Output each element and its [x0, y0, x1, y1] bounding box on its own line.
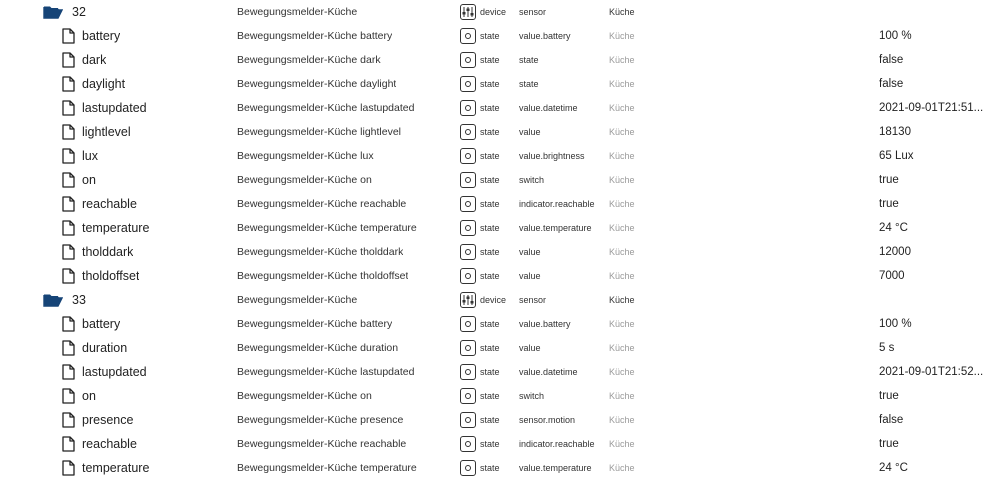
file-icon: [58, 48, 78, 72]
file-icon: [58, 336, 78, 360]
object-id: on: [82, 389, 96, 403]
state-circle-icon: [460, 388, 476, 404]
object-id: lightlevel: [82, 125, 131, 139]
file-icon: [58, 432, 78, 456]
object-type: state: [480, 319, 500, 329]
object-role: value.brightness: [519, 151, 585, 161]
object-id: presence: [82, 413, 134, 427]
object-role: switch: [519, 391, 545, 401]
tree-row-state[interactable]: [0, 48, 991, 72]
tree-row-state[interactable]: [0, 432, 991, 456]
object-id: tholdoffset: [82, 269, 140, 283]
file-icon: [58, 312, 78, 336]
state-circle-icon: [460, 196, 476, 212]
object-type: state: [480, 463, 500, 473]
device-sliders-icon: [460, 4, 476, 20]
object-id: lux: [82, 149, 98, 163]
file-icon: [58, 240, 78, 264]
object-room: Küche: [609, 343, 635, 353]
object-id: battery: [82, 317, 121, 331]
state-circle-icon: [460, 220, 476, 236]
object-role: value: [519, 343, 541, 353]
object-type: state: [480, 127, 500, 137]
object-type: state: [480, 343, 500, 353]
object-value[interactable]: false: [879, 54, 904, 66]
object-id: daylight: [82, 77, 126, 91]
object-id: reachable: [82, 437, 137, 451]
object-name: Bewegungsmelder-Küche temperature: [237, 462, 417, 474]
object-type: state: [480, 79, 500, 89]
object-name: Bewegungsmelder-Küche reachable: [237, 438, 407, 450]
tree-row-state[interactable]: [0, 24, 991, 48]
file-icon: [58, 360, 78, 384]
object-role: state: [519, 55, 539, 65]
object-room: Küche: [609, 55, 635, 65]
object-role: value: [519, 247, 541, 257]
object-role: value.datetime: [519, 367, 578, 377]
object-type: state: [480, 391, 500, 401]
object-id: dark: [82, 53, 107, 67]
state-circle-icon: [460, 52, 476, 68]
object-value[interactable]: false: [879, 78, 904, 90]
object-room: Küche: [609, 223, 635, 233]
object-value[interactable]: 5 s: [879, 342, 895, 354]
object-id: lastupdated: [82, 101, 147, 115]
object-room: Küche: [609, 319, 635, 329]
state-circle-icon: [460, 340, 476, 356]
file-icon: [58, 72, 78, 96]
state-circle-icon: [460, 124, 476, 140]
object-type: state: [480, 151, 500, 161]
object-value: [879, 0, 989, 24]
object-name: Bewegungsmelder-Küche lastupdated: [237, 366, 415, 378]
file-icon: [58, 456, 78, 480]
object-room: Küche: [609, 103, 635, 113]
object-room: Küche: [609, 439, 635, 449]
object-room: Küche: [609, 127, 635, 137]
tree-row-state[interactable]: [0, 120, 991, 144]
object-value[interactable]: 2021-09-01T21:52...: [879, 366, 984, 378]
object-room: Küche: [609, 367, 635, 377]
object-type: state: [480, 223, 500, 233]
object-value[interactable]: 24 °C: [879, 222, 908, 234]
object-value[interactable]: false: [879, 414, 904, 426]
object-id: tholddark: [82, 245, 134, 259]
object-type: state: [480, 439, 500, 449]
object-room: Küche: [609, 175, 635, 185]
object-type: state: [480, 247, 500, 257]
object-role: value.datetime: [519, 103, 578, 113]
file-icon: [58, 120, 78, 144]
folder-open-icon[interactable]: [43, 288, 63, 312]
object-role: state: [519, 79, 539, 89]
object-name: Bewegungsmelder-Küche on: [237, 390, 372, 402]
object-id: duration: [82, 341, 128, 355]
object-room: Küche: [609, 295, 635, 305]
object-type: state: [480, 103, 500, 113]
state-circle-icon: [460, 100, 476, 116]
object-role: sensor: [519, 295, 547, 305]
state-circle-icon: [460, 412, 476, 428]
object-type: state: [480, 271, 500, 281]
object-room: Küche: [609, 199, 635, 209]
object-name: Bewegungsmelder-Küche battery: [237, 318, 393, 330]
object-value[interactable]: 7000: [879, 270, 905, 282]
object-value[interactable]: true: [879, 438, 899, 450]
tree-row-state[interactable]: [0, 336, 991, 360]
object-value[interactable]: 12000: [879, 246, 911, 258]
object-value[interactable]: 18130: [879, 126, 911, 138]
object-value[interactable]: 100 %: [879, 30, 912, 42]
object-room: Küche: [609, 79, 635, 89]
file-icon: [58, 216, 78, 240]
object-room: Küche: [609, 463, 635, 473]
state-circle-icon: [460, 316, 476, 332]
file-icon: [58, 144, 78, 168]
object-name: Bewegungsmelder-Küche dark: [237, 54, 381, 66]
object-value[interactable]: 24 °C: [879, 462, 908, 474]
object-name: Bewegungsmelder-Küche lux: [237, 150, 374, 162]
object-name: Bewegungsmelder-Küche on: [237, 174, 372, 186]
state-circle-icon: [460, 76, 476, 92]
object-id: battery: [82, 29, 121, 43]
file-icon: [58, 264, 78, 288]
object-type: state: [480, 55, 500, 65]
object-role: value.battery: [519, 319, 571, 329]
object-name: Bewegungsmelder-Küche lastupdated: [237, 102, 415, 114]
object-role: value.temperature: [519, 463, 592, 473]
device-sliders-icon: [460, 292, 476, 308]
object-value[interactable]: true: [879, 174, 899, 186]
object-room: Küche: [609, 151, 635, 161]
tree-row-state[interactable]: [0, 216, 991, 240]
object-type: state: [480, 199, 500, 209]
tree-row-state[interactable]: [0, 240, 991, 264]
file-icon: [58, 168, 78, 192]
object-role: value: [519, 271, 541, 281]
tree-row-state[interactable]: [0, 96, 991, 120]
object-type: state: [480, 367, 500, 377]
object-role: value.temperature: [519, 223, 592, 233]
tree-row-state[interactable]: [0, 312, 991, 336]
tree-row-state[interactable]: [0, 264, 991, 288]
object-type: state: [480, 31, 500, 41]
file-icon: [58, 384, 78, 408]
object-type: state: [480, 175, 500, 185]
tree-row-state[interactable]: [0, 384, 991, 408]
tree-row-state[interactable]: [0, 408, 991, 432]
object-name: Bewegungsmelder-Küche: [237, 6, 358, 18]
object-room: Küche: [609, 391, 635, 401]
object-value[interactable]: 100 %: [879, 318, 912, 330]
state-circle-icon: [460, 268, 476, 284]
object-role: indicator.reachable: [519, 439, 595, 449]
object-id: 32: [72, 5, 86, 19]
object-id: on: [82, 173, 96, 187]
object-name: Bewegungsmelder-Küche reachable: [237, 198, 407, 210]
object-role: value.battery: [519, 31, 571, 41]
tree-row-state[interactable]: [0, 144, 991, 168]
object-id: reachable: [82, 197, 137, 211]
object-value: [879, 288, 989, 312]
object-type: device: [480, 295, 507, 305]
folder-open-icon[interactable]: [43, 0, 63, 24]
state-circle-icon: [460, 172, 476, 188]
object-room: Küche: [609, 415, 635, 425]
state-circle-icon: [460, 244, 476, 260]
object-id: 33: [72, 293, 86, 307]
object-value[interactable]: 2021-09-01T21:51...: [879, 102, 984, 114]
object-value[interactable]: true: [879, 390, 899, 402]
object-role: indicator.reachable: [519, 199, 595, 209]
object-type: state: [480, 415, 500, 425]
tree-row-state[interactable]: [0, 192, 991, 216]
object-value[interactable]: 65 Lux: [879, 150, 914, 162]
tree-row-device[interactable]: [0, 288, 991, 312]
object-id: temperature: [82, 461, 150, 475]
object-role: switch: [519, 175, 545, 185]
object-name: Bewegungsmelder-Küche battery: [237, 30, 393, 42]
object-name: Bewegungsmelder-Küche lightlevel: [237, 126, 402, 138]
object-room: Küche: [609, 271, 635, 281]
file-icon: [58, 408, 78, 432]
object-name: Bewegungsmelder-Küche duration: [237, 342, 399, 354]
state-circle-icon: [460, 148, 476, 164]
file-icon: [58, 192, 78, 216]
tree-row-state[interactable]: [0, 456, 991, 480]
object-value[interactable]: true: [879, 198, 899, 210]
tree-row-state[interactable]: [0, 360, 991, 384]
object-name: Bewegungsmelder-Küche tholdoffset: [237, 270, 409, 282]
tree-row-state[interactable]: [0, 168, 991, 192]
file-icon: [58, 24, 78, 48]
tree-row-device[interactable]: [0, 0, 991, 24]
object-room: Küche: [609, 31, 635, 41]
object-id: temperature: [82, 221, 150, 235]
object-name: Bewegungsmelder-Küche daylight: [237, 78, 397, 90]
object-id: lastupdated: [82, 365, 147, 379]
tree-row-state[interactable]: [0, 72, 991, 96]
object-name: Bewegungsmelder-Küche tholddark: [237, 246, 404, 258]
state-circle-icon: [460, 364, 476, 380]
object-room: Küche: [609, 7, 635, 17]
object-type: device: [480, 7, 507, 17]
object-role: sensor.motion: [519, 415, 576, 425]
object-role: sensor: [519, 7, 547, 17]
object-role: value: [519, 127, 541, 137]
object-name: Bewegungsmelder-Küche: [237, 294, 358, 306]
object-room: Küche: [609, 247, 635, 257]
state-circle-icon: [460, 28, 476, 44]
state-circle-icon: [460, 460, 476, 476]
object-name: Bewegungsmelder-Küche temperature: [237, 222, 417, 234]
object-name: Bewegungsmelder-Küche presence: [237, 414, 404, 426]
file-icon: [58, 96, 78, 120]
state-circle-icon: [460, 436, 476, 452]
